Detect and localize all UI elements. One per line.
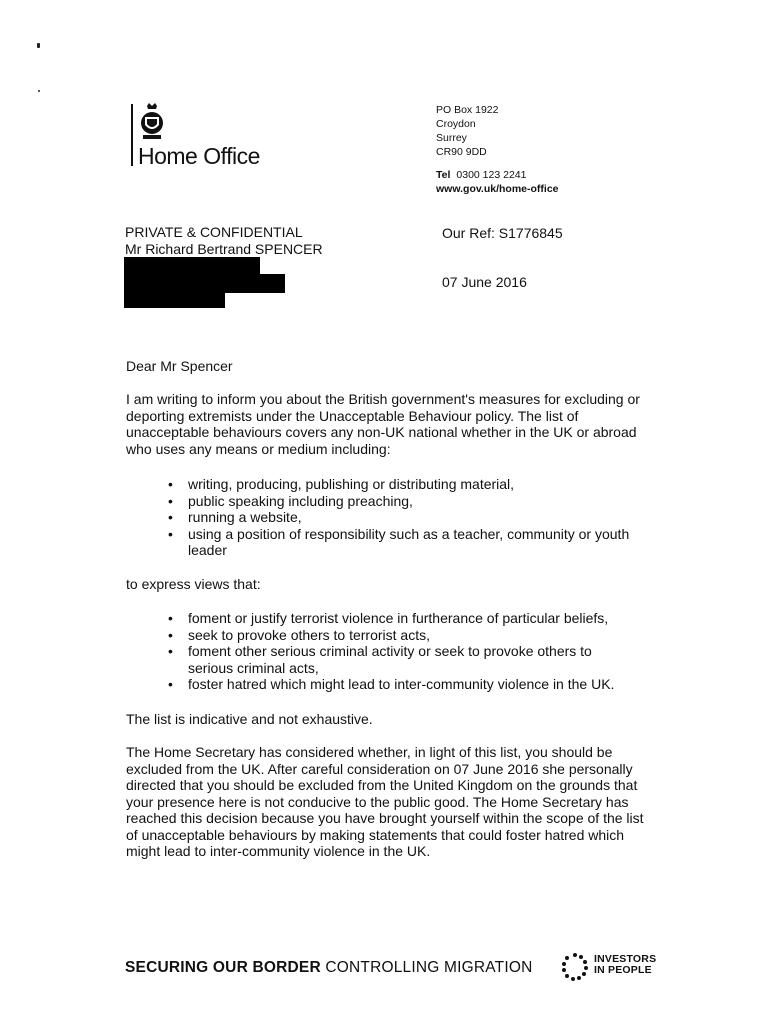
- iip-text: [594, 954, 656, 976]
- list-item: • running a website,: [168, 509, 638, 526]
- contact-block: [436, 168, 559, 196]
- address-line: Croydon: [436, 118, 476, 130]
- iip-line: INVESTORS: [594, 953, 657, 965]
- slogan-rest: CONTROLLING MIGRATION: [325, 959, 533, 976]
- recipient-block: [125, 224, 323, 258]
- scan-speck: [38, 90, 40, 92]
- tel-value: 0300 123 2241: [456, 169, 527, 181]
- confidential-marking: PRIVATE & CONFIDENTIAL: [125, 224, 303, 240]
- address-line: Surrey: [436, 132, 467, 144]
- redacted-address-line: [124, 257, 260, 274]
- slogan-bold: SECURING OUR BORDER: [125, 959, 321, 976]
- list-item: • seek to provoke others to terrorist acts,: [168, 627, 638, 644]
- intro-paragraph: I am writing to inform you about the British government's measures for excluding or deporting extremists under the Unacceptable Behaviour policy. The list of unacceptable behaviours covers any non-UK national whether in the UK or abroad who uses any means or medium including:: [126, 391, 640, 457]
- address-line: CR90 9DD: [436, 146, 487, 158]
- sender-address: [436, 103, 498, 159]
- indicative-note: The list is indicative and not exhaustive.: [126, 711, 373, 727]
- address-line: PO Box 1922: [436, 104, 499, 116]
- express-intro: to express views that:: [126, 576, 261, 592]
- means-list: [168, 476, 638, 559]
- tel-label: Tel: [436, 169, 451, 181]
- scan-speck: [37, 43, 40, 48]
- views-list: [168, 610, 638, 693]
- footer-slogan: [125, 959, 533, 977]
- list-item: • using a position of responsibility such as a teacher, community or youth leader: [168, 526, 638, 559]
- list-item: • foment other serious criminal activity or seek to provoke others to serious criminal acts,: [168, 643, 638, 676]
- website-link[interactable]: www.gov.uk/home-office: [436, 183, 559, 195]
- royal-crest-icon: [139, 103, 165, 141]
- redacted-address-line: [124, 274, 285, 293]
- logo-rule: [131, 104, 133, 166]
- decision-paragraph: The Home Secretary has considered whether, in light of this list, you should be excluded from the UK. After careful consideration on 07 June 2016 she personally directed that you should be excluded from the United Kingdom on the grounds that your presence here is not conducive to the public good. The Home Secretary has reached this decision because you have brought yourself within the scope of the list of unacceptable behaviours by making statements that could foster hatred which might lead to inter-community violence in the UK.: [126, 744, 644, 859]
- recipient-name: Mr Richard Bertrand SPENCER: [125, 241, 323, 257]
- list-item: • foment or justify terrorist violence in furtherance of particular beliefs,: [168, 610, 638, 627]
- department-name: Home Office: [138, 143, 260, 169]
- letter-date: 07 June 2016: [442, 274, 527, 290]
- list-item: • writing, producing, publishing or distributing material,: [168, 476, 638, 493]
- greeting: Dear Mr Spencer: [126, 358, 233, 374]
- list-item: • public speaking including preaching,: [168, 493, 638, 510]
- redacted-address-line: [124, 293, 225, 308]
- iip-line: IN PEOPLE: [594, 964, 652, 976]
- our-reference: Our Ref: S1776845: [442, 225, 563, 241]
- investors-in-people-logo-icon: [560, 952, 590, 982]
- list-item: • foster hatred which might lead to inter-community violence in the UK.: [168, 676, 638, 693]
